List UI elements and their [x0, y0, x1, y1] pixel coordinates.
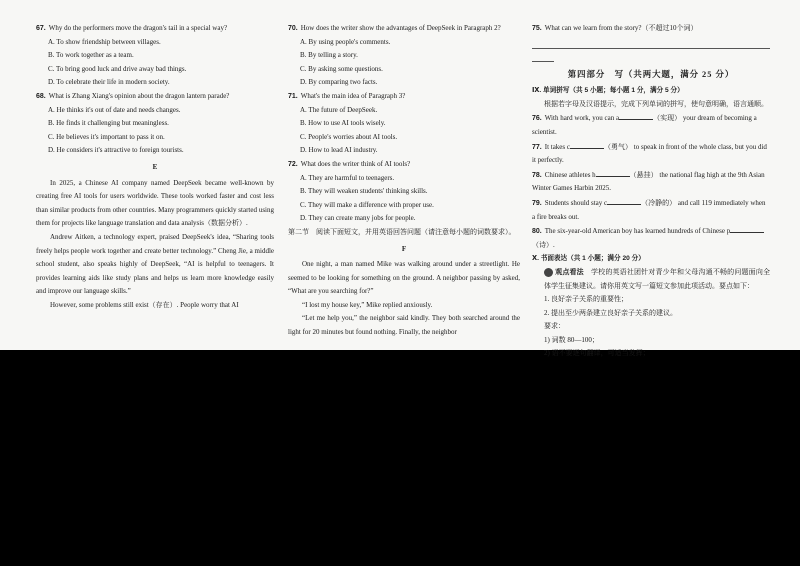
passage-letter: E	[152, 162, 158, 171]
question-68: 68. What is Zhang Xiang's opinion about the dragon lantern parade?	[36, 91, 230, 100]
question-67: 67. Why do the performers move the dragon's tail in a special way?	[36, 24, 228, 32]
question-77: 77. It takes c （勇气） to speak in front of the whole class, but you did it perfectly.	[532, 140, 770, 168]
option: C. By asking some questions.	[300, 64, 383, 73]
option: D. They can create many jobs for people.	[300, 214, 416, 223]
point-item: 1. 良好亲子关系的重要性；	[544, 295, 628, 304]
option: C. People's worries about AI tools.	[300, 132, 398, 141]
question-79: 79. Students should stay c （冷静的） and call 119 immediately when a fire breaks out.	[532, 196, 770, 224]
column-middle	[288, 22, 520, 340]
option: A. They are harmful to teenagers.	[300, 173, 395, 182]
section-10-heading: Ⅹ. 书面表达（共 1 小题；满分 20 分）	[532, 255, 645, 263]
section-9-heading: Ⅸ. 单词拼写（共 5 小题；每小题 1 分，满分 5 分）	[532, 87, 684, 95]
option: A. To show friendship between villages.	[48, 37, 161, 46]
fill-blank[interactable]	[570, 140, 604, 149]
option: B. They will weaken students' thinking skills.	[300, 187, 428, 196]
option: B. By telling a story.	[300, 51, 358, 60]
fill-blank[interactable]	[730, 224, 764, 233]
passage-paragraph: In 2025, a Chinese AI company named DeepSeek became well-known by creating free AI tools for users worldwide. These tools worked faster and cost less than similar products from other countries. Many programmers quickly started using them for projects like language translation and data analysis（数据分析）.	[36, 178, 274, 228]
fill-blank[interactable]	[607, 196, 641, 205]
option: B. To work together as a team.	[48, 51, 134, 60]
fill-blank[interactable]	[619, 111, 653, 120]
question-76: 76. With hard work, you can a （实现） your dream of becoming a scientist.	[532, 111, 770, 139]
column-left	[36, 22, 274, 312]
column-right	[532, 22, 770, 361]
pencil-badge-icon	[544, 268, 553, 277]
question-71: 71. What's the main idea of Paragraph 3?	[288, 91, 406, 100]
section-10-instruction: 观点看法 学校的英语社团针对青少年和父母沟通不畅的问题面向全体学生征集建议。请你用英文写一篇短文参加此项活动。要点如下：	[544, 267, 771, 290]
option: D. How to lead AI industry.	[300, 146, 378, 155]
question-75: 75. What can we learn from the story?（不超过10个词）	[532, 24, 698, 32]
option: B. How to use AI tools wisely.	[300, 119, 386, 128]
question-80: 80. The six-year-old American boy has learned hundreds of Chinese p（诗）.	[532, 224, 770, 252]
option: D. By comparing two facts.	[300, 78, 378, 87]
option: A. By using people's comments.	[300, 37, 391, 46]
section-2-instruction: 第二节 阅读下面短文，并用英语回答问题（请注意每小题的词数要求）。	[288, 227, 516, 236]
option: B. He finds it challenging but meaningless.	[48, 119, 169, 128]
passage-paragraph: “I lost my house key,” Mike replied anxiously.	[302, 300, 433, 309]
section-9-instruction: 根据若字母及汉语提示，完成下列单词的拼写，使句意明确，语言通顺。	[544, 99, 768, 108]
passage-paragraph: However, some problems still exist（存在）. People worry that AI	[50, 300, 239, 309]
passage-paragraph: “Let me help you,” the neighbor said kindly. They both searched around the light for 20 minutes but found nothing. Finally, the neighbor	[288, 314, 520, 337]
question-72: 72. What does the writer think of AI tools?	[288, 159, 411, 168]
part-4-heading: 第四部分 写（共两大题，满分 25 分）	[567, 69, 735, 79]
answer-line[interactable]	[532, 51, 554, 62]
passage-letter: F	[401, 244, 407, 253]
fill-blank[interactable]	[596, 168, 630, 177]
option: C. He believes it's important to pass it on.	[48, 132, 165, 141]
question-70: 70. How does the writer show the advantages of DeepSeek in Paragraph 2?	[288, 24, 501, 32]
option: C. They will make a difference with proper use.	[300, 200, 434, 209]
requirement-item: 2) 语不要逐句翻译，可适当发挥；	[544, 349, 650, 358]
requirements-title: 要求：	[544, 322, 565, 331]
passage-paragraph: One night, a man named Mike was walking around under a streetlight. He seemed to be looking for something on the ground. A neighbor passing by asked, “What are you searching for?”	[288, 260, 520, 296]
option: C. To bring good luck and drive away bad things.	[48, 64, 187, 73]
requirement-item: 1) 词数 80—100；	[544, 335, 599, 344]
option: D. To celebrate their life in modern society.	[48, 78, 170, 87]
option: A. He thinks it's out of date and needs changes.	[48, 105, 181, 114]
topic-tag: 观点看法	[555, 267, 584, 276]
option: A. The future of DeepSeek.	[300, 105, 378, 114]
option: D. He considers it's attractive to foreign tourists.	[48, 146, 184, 155]
point-item: 2. 提出至少两条建立良好亲子关系的建议。	[544, 308, 677, 317]
question-78: 78. Chinese athletes h （悬挂） the national flag high at the 9th Asian Winter Games Harbin 2025.	[532, 168, 770, 196]
passage-paragraph: Andrew Aitken, a technology expert, praised DeepSeek's idea, “Sharing tools freely helps people work together and create better technology.” Cheng Jie, a middle school student, also speaks highly of DeepSeek, “AI is helpful to teenagers. It provides learning aids like study plans and helps us learn more knowledge easily and improve our language skills.”	[36, 232, 274, 296]
answer-line[interactable]	[532, 38, 770, 49]
